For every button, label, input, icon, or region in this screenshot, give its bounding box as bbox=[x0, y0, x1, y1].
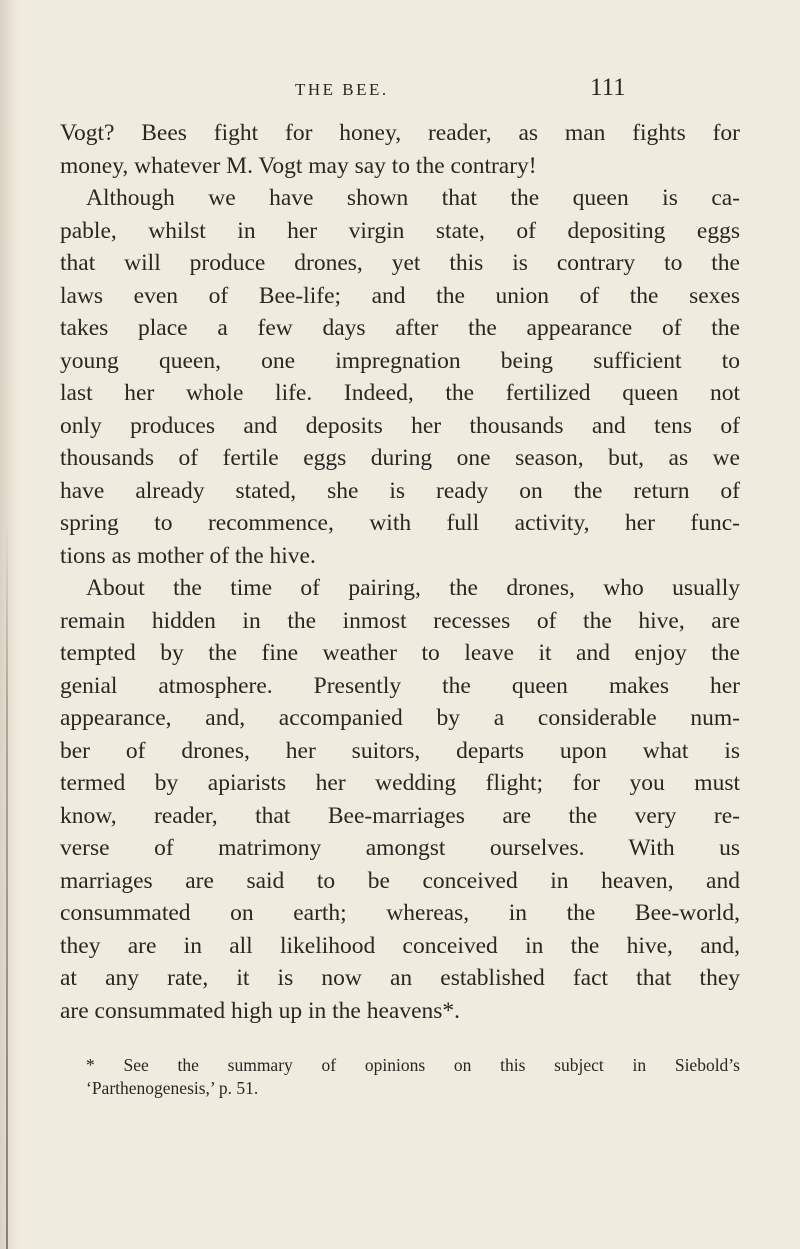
page-header bbox=[0, 74, 800, 104]
footnote-line: ‘Parthenogenesis,’ p. 51. bbox=[86, 1078, 259, 1098]
text-line: remain hidden in the inmost recesses of the hive, are bbox=[60, 607, 740, 634]
text-line: marriages are said to be conceived in heaven, and bbox=[60, 867, 740, 894]
text-line: spring to recommence, with full activity, her func- bbox=[60, 510, 740, 536]
text-line: money, whatever M. Vogt may say to the contrary! bbox=[60, 152, 537, 179]
text-line: consummated on earth; whereas, in the Bee-world, bbox=[60, 900, 740, 926]
body-text bbox=[60, 117, 740, 1027]
text-line: laws even of Bee-life; and the union of the sexes bbox=[60, 282, 740, 309]
text-line: Vogt? Bees fight for honey, reader, as man fights for bbox=[60, 120, 740, 146]
text-line: termed by apiarists her wedding flight; for you must bbox=[60, 770, 740, 796]
text-line: have already stated, she is ready on the return of bbox=[60, 477, 740, 504]
text-line: appearance, and, accompanied by a considerable num- bbox=[60, 705, 740, 731]
running-head: THE BEE. bbox=[295, 80, 389, 99]
footnote-line: * See the summary of opinions on this subject in Siebold’s bbox=[86, 1055, 740, 1075]
text-line: verse of matrimony amongst ourselves. With us bbox=[60, 835, 740, 861]
text-line: tempted by the fine weather to leave it and enjoy the bbox=[60, 640, 740, 666]
text-line: tions as mother of the hive. bbox=[60, 542, 316, 569]
text-line: ber of drones, her suitors, departs upon what is bbox=[60, 737, 740, 764]
text-line: thousands of fertile eggs during one season, but, as we bbox=[60, 445, 740, 471]
text-line: takes place a few days after the appearance of the bbox=[60, 315, 740, 341]
binding-edge-line bbox=[6, 520, 8, 1249]
text-line: that will produce drones, yet this is contrary to the bbox=[60, 250, 740, 276]
text-line: young queen, one impregnation being sufficient to bbox=[60, 347, 740, 374]
text-line: pable, whilst in her virgin state, of depositing eggs bbox=[60, 217, 740, 244]
text-line: only produces and deposits her thousands and tens of bbox=[60, 412, 740, 439]
text-line: are consummated high up in the heavens*. bbox=[60, 997, 461, 1024]
footnotes bbox=[60, 1054, 740, 1100]
text-line: last her whole life. Indeed, the fertilized queen not bbox=[60, 380, 740, 406]
page-gutter-shadow bbox=[0, 0, 18, 1249]
page-number: 111 bbox=[590, 74, 626, 101]
text-line: they are in all likelihood conceived in the hive, and, bbox=[60, 932, 740, 959]
text-line: genial atmosphere. Presently the queen makes her bbox=[60, 672, 740, 699]
text-line: at any rate, it is now an established fact that they bbox=[60, 965, 740, 991]
text-line: About the time of pairing, the drones, who usually bbox=[86, 575, 740, 601]
text-line: know, reader, that Bee-marriages are the very re- bbox=[60, 802, 740, 829]
text-line: Although we have shown that the queen is ca- bbox=[86, 185, 740, 211]
